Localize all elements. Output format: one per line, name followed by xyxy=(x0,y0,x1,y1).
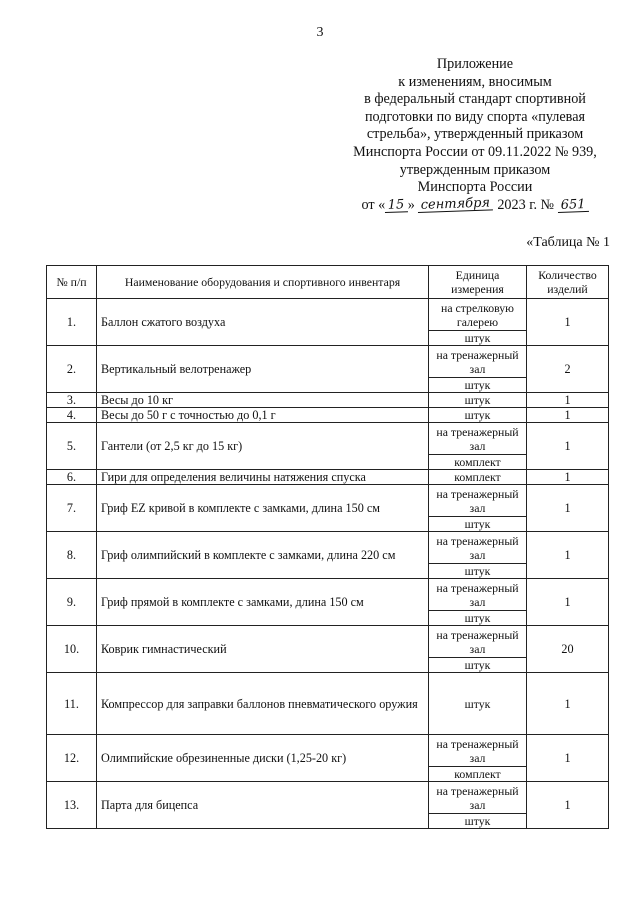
appendix-line: Минспорта России xyxy=(417,179,533,196)
row-number: 1. xyxy=(47,299,97,346)
row-qty: 1 xyxy=(527,735,609,782)
row-unit: штук xyxy=(429,408,527,423)
table-row xyxy=(47,423,609,455)
equipment-table xyxy=(46,265,609,829)
row-name: Олимпийские обрезиненные диски (1,25-20 кг) xyxy=(97,735,429,782)
row-unit: штук xyxy=(429,611,527,626)
row-unit: комплект xyxy=(429,470,527,485)
header-num: № п/п xyxy=(47,266,97,299)
row-name: Коврик гимнастический xyxy=(97,626,429,673)
row-unit: на стрелковую галерею xyxy=(429,299,527,331)
table-row xyxy=(47,408,609,423)
table-row xyxy=(47,673,609,735)
appendix-line: подготовки по виду спорта «пулевая xyxy=(364,108,586,125)
row-qty: 20 xyxy=(527,626,609,673)
row-name: Весы до 10 кг xyxy=(97,393,429,408)
row-unit: штук xyxy=(429,517,527,532)
appendix-line: в федеральный стандарт спортивной xyxy=(364,91,586,108)
row-unit: штук xyxy=(429,658,527,673)
row-name: Компрессор для заправки баллонов пневматического оружия xyxy=(97,673,429,735)
row-number: 4. xyxy=(47,408,97,423)
row-number: 6. xyxy=(47,470,97,485)
table-title: «Таблица № 1 xyxy=(526,235,610,250)
table-row xyxy=(47,299,609,331)
row-qty: 1 xyxy=(527,485,609,532)
table-row xyxy=(47,735,609,767)
row-number: 7. xyxy=(47,485,97,532)
row-unit: штук xyxy=(429,331,527,346)
row-name: Парта для бицепса xyxy=(97,782,429,829)
row-number: 2. xyxy=(47,346,97,393)
date-mid: » xyxy=(407,196,415,213)
header-qty: Количество изделий xyxy=(527,266,609,299)
row-unit: на тренажерный зал xyxy=(429,579,527,611)
row-unit: на тренажерный зал xyxy=(429,346,527,378)
row-name: Вертикальный велотренажер xyxy=(97,346,429,393)
row-unit: штук xyxy=(429,378,527,393)
row-qty: 1 xyxy=(527,423,609,470)
row-number: 11. xyxy=(47,673,97,735)
row-name: Баллон сжатого воздуха xyxy=(97,299,429,346)
order-date-line xyxy=(330,197,620,215)
row-number: 8. xyxy=(47,532,97,579)
appendix-line: Минспорта России от 09.11.2022 № 939, xyxy=(353,143,597,160)
row-qty: 2 xyxy=(527,346,609,393)
row-name: Весы до 50 г с точностью до 0,1 г xyxy=(97,408,429,423)
table-row xyxy=(47,393,609,408)
handwritten-day: 15 xyxy=(385,198,408,213)
row-name: Гриф прямой в комплекте с замками, длина 150 см xyxy=(97,579,429,626)
row-qty: 1 xyxy=(527,470,609,485)
row-unit: комплект xyxy=(429,455,527,470)
table-row xyxy=(47,579,609,611)
date-year: 2023 г. № xyxy=(497,196,555,213)
appendix-line: к изменениям, вносимым xyxy=(398,73,552,90)
row-unit: штук xyxy=(429,393,527,408)
row-unit: штук xyxy=(429,673,527,735)
header-unit: Единица измерения xyxy=(429,266,527,299)
row-qty: 1 xyxy=(527,782,609,829)
row-qty: 1 xyxy=(527,579,609,626)
row-qty: 1 xyxy=(527,393,609,408)
row-number: 10. xyxy=(47,626,97,673)
row-name: Гриф EZ кривой в комплекте с замками, длина 150 см xyxy=(97,485,429,532)
row-name: Гири для определения величины натяжения спуска xyxy=(97,470,429,485)
row-qty: 1 xyxy=(527,408,609,423)
row-qty: 1 xyxy=(527,299,609,346)
row-unit: штук xyxy=(429,564,527,579)
table-row xyxy=(47,532,609,564)
row-unit: на тренажерный зал xyxy=(429,626,527,658)
header-name: Наименование оборудования и спортивного инвентаря xyxy=(97,266,429,299)
handwritten-order-number: 651 xyxy=(557,198,588,213)
table-row xyxy=(47,626,609,658)
row-number: 9. xyxy=(47,579,97,626)
table-row xyxy=(47,346,609,378)
row-qty: 1 xyxy=(527,532,609,579)
table-header-row xyxy=(47,266,609,299)
row-name: Гантели (от 2,5 кг до 15 кг) xyxy=(97,423,429,470)
appendix-line: утвержденным приказом xyxy=(399,161,551,178)
row-number: 12. xyxy=(47,735,97,782)
appendix-header xyxy=(330,56,620,214)
table-row xyxy=(47,485,609,517)
row-name: Гриф олимпийский в комплекте с замками, длина 220 см xyxy=(97,532,429,579)
row-unit: на тренажерный зал xyxy=(429,782,527,814)
row-unit: на тренажерный зал xyxy=(429,735,527,767)
row-number: 5. xyxy=(47,423,97,470)
page-number: 3 xyxy=(316,25,324,40)
row-number: 3. xyxy=(47,393,97,408)
table-row xyxy=(47,470,609,485)
row-qty: 1 xyxy=(527,673,609,735)
appendix-line: Приложение xyxy=(436,56,514,72)
date-prefix: от « xyxy=(361,196,386,213)
row-unit: на тренажерный зал xyxy=(429,485,527,517)
row-unit: штук xyxy=(429,814,527,829)
handwritten-month: сентября xyxy=(418,196,494,213)
table-row xyxy=(47,782,609,814)
table-body xyxy=(47,299,609,829)
row-unit: на тренажерный зал xyxy=(429,423,527,455)
row-number: 13. xyxy=(47,782,97,829)
row-unit: на тренажерный зал xyxy=(429,532,527,564)
row-unit: комплект xyxy=(429,767,527,782)
appendix-line: стрельба», утвержденный приказом xyxy=(366,126,584,143)
